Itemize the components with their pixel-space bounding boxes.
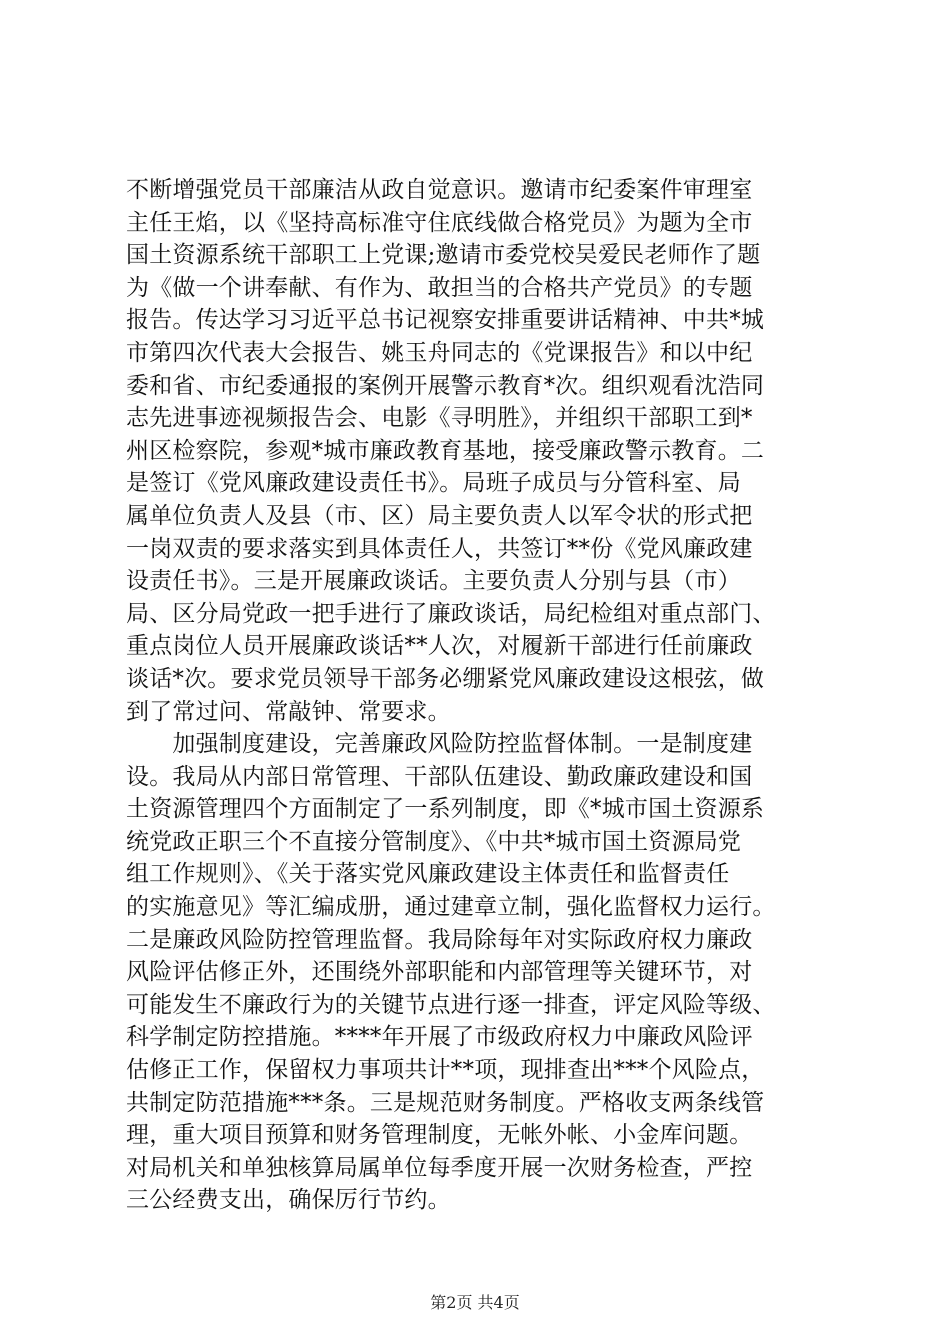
text-line: 到了常过问、常敲钟、常要求。 [126, 698, 451, 725]
text-line: 统党政正职三个不直接分管制度》、《中共*城市国土资源局党 [126, 828, 742, 855]
text-line: 风险评估修正外，还围绕外部职能和内部管理等关键环节，对 [126, 959, 753, 986]
text-line: 志先进事迹视频报告会、电影《寻明胜》，并组织干部职工到* [126, 405, 753, 432]
text-line: 一岗双责的要求落实到具体责任人，共签订**份《党风廉政建 [126, 535, 753, 562]
text-line: 不断增强党员干部廉洁从政自觉意识。邀请市纪委案件审理室 [126, 177, 753, 203]
text-line: 为《做一个讲奉献、有作为、敢担当的合格共产党员》的专题 [126, 274, 753, 301]
text-line: 二是廉政风险防控管理监督。我局除每年对实际政府权力廉政 [126, 926, 753, 953]
text-line: 设责任书》。三是开展廉政谈话。主要负责人分别与县（市） [126, 568, 741, 595]
text-line: 主任王焰，以《坚持高标准守住底线做合格党员》为题为全市 [126, 209, 753, 236]
text-line: 共制定防范措施***条。三是规范财务制度。严格收支两条线管 [126, 1089, 765, 1116]
page-number-footer: 第2页 共4页 [430, 1293, 520, 1312]
text-line: 组工作规则》、《关于落实党风廉政建设主体责任和监督责任 [126, 861, 730, 888]
text-line: 是签订《党风廉政建设责任书》。局班子成员与分管科室、局 [126, 470, 741, 497]
text-line: 重点岗位人员开展廉政谈话**人次，对履新干部进行任前廉政 [126, 633, 753, 660]
text-line: 对局机关和单独核算局属单位每季度开展一次财务检查，严控 [126, 1154, 753, 1181]
body-text [126, 174, 842, 1217]
text-line: 的实施意见》等汇编成册，通过建章立制，强化监督权力运行。 [126, 894, 776, 921]
text-line: 属单位负责人及县（市、区）局主要负责人以军令状的形式把 [126, 502, 753, 529]
text-line: 估修正工作，保留权力事项共计**项，现排查出***个风险点， [126, 1057, 765, 1084]
text-line: 科学制定防控措施。****年开展了市级政府权力中廉政风险评 [126, 1024, 753, 1051]
text-line: 市第四次代表大会报告、姚玉舟同志的《党课报告》和以中纪 [126, 339, 753, 366]
text-line: 理，重大项目预算和财务管理制度，无帐外帐、小金库问题。 [126, 1122, 753, 1149]
text-line: 委和省、市纪委通报的案例开展警示教育*次。组织观看沈浩同 [126, 372, 765, 399]
text-line: 设。我局从内部日常管理、干部队伍建设、勤政廉政建设和国 [126, 763, 753, 790]
text-line: 土资源管理四个方面制定了一系列制度，即《*城市国土资源系 [126, 796, 765, 823]
text-line: 谈话*次。要求党员领导干部务必绷紧党风廉政建设这根弦，做 [126, 665, 765, 692]
text-line: 州区检察院，参观*城市廉政教育基地，接受廉政警示教育。二 [126, 437, 765, 464]
text-line: 报告。传达学习习近平总书记视察安排重要讲话精神、中共*城 [126, 307, 765, 334]
text-line: 可能发生不廉政行为的关键节点进行逐一排查，评定风险等级、 [126, 991, 776, 1018]
text-line: 加强制度建设，完善廉政风险防控监督体制。一是制度建 [126, 731, 753, 758]
text-line: 国土资源系统干部职工上党课;邀请市委党校吴爱民老师作了题 [126, 242, 761, 269]
text-line: 三公经费支出，确保厉行节约。 [126, 1187, 451, 1214]
text-line: 局、区分局党政一把手进行了廉政谈话，局纪检组对重点部门、 [126, 600, 776, 627]
